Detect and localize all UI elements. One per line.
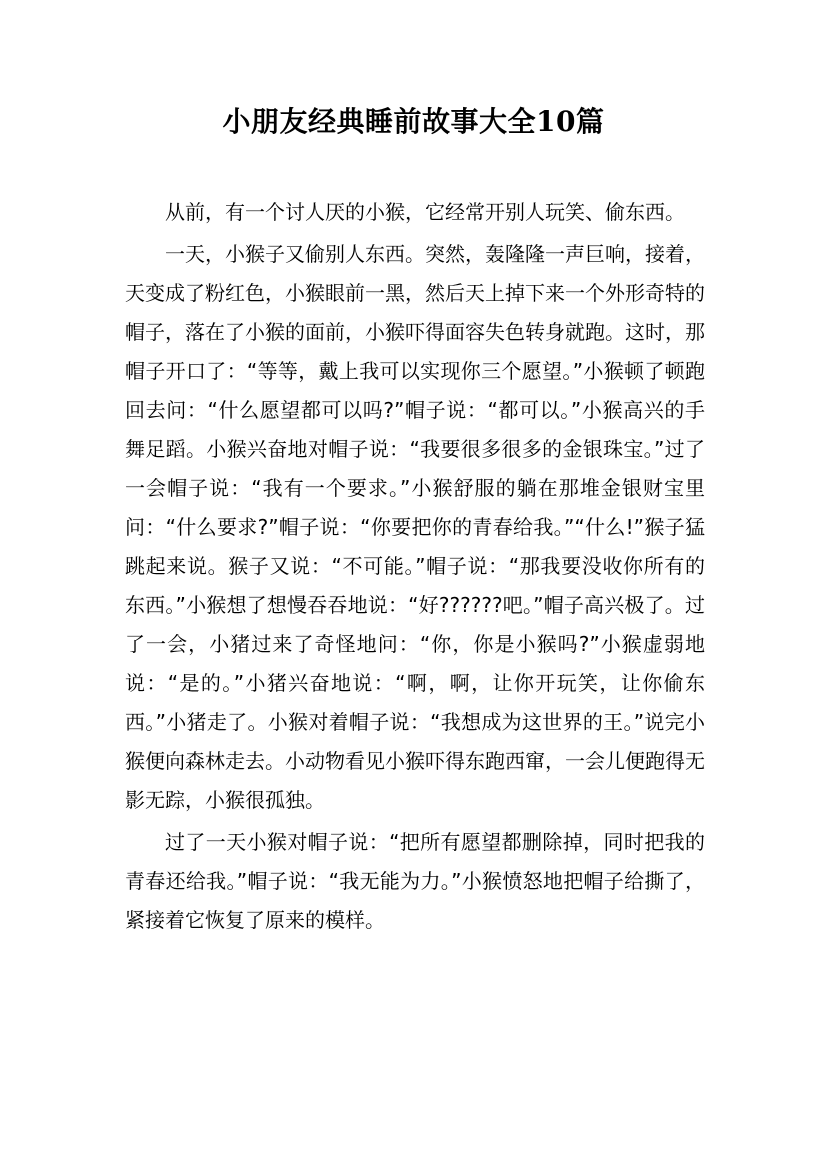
document-body	[125, 193, 705, 943]
paragraph-1: 从前，有一个讨人厌的小猴，它经常开别人玩笑、偷东西。	[165, 200, 685, 224]
document-title: 小朋友经典睡前故事大全10篇	[222, 105, 605, 138]
paragraph-3: 过了一天小猴对帽子说：“把所有愿望都删除掉，同时把我的青春还给我。”帽子说：“我无能为力。”小猴愤怒地把帽子给撕了，紧接着它恢复了原来的模样。	[125, 830, 705, 932]
paragraph-2: 一天，小猴子又偷别人东西。突然，轰隆隆一声巨响，接着，天变成了粉红色，小猴眼前一黑，然后天上掉下来一个外形奇特的帽子，落在了小猴的面前，小猴吓得面容失色转身就跑。这时，那帽子开口了：“等等，戴上我可以实现你三个愿望。”小猴顿了顿跑回去问：“什么愿望都可以吗?”帽子说：“都可以。”小猴高兴的手舞足蹈。小猴兴奋地对帽子说：“我要很多很多的金银珠宝。”过了一会帽子说：“我有一个要求。”小猴舒服的躺在那堆金银财宝里问：“什么要求?”帽子说：“你要把你的青春给我。”“什么!”猴子猛跳起来说。猴子又说：“不可能。”帽子说：“那我要没收你所有的东西。”小猴想了想慢吞吞地说：“好??????吧。”帽子高兴极了。过了一会，小猪过来了奇怪地问：“你，你是小猴吗?”小猴虚弱地说：“是的。”小猪兴奋地说：“啊，啊，让你开玩笑，让你偷东西。”小猪走了。小猴对着帽子说：“我想成为这世界的王。”说完小猴便向森林走去。小动物看见小猴吓得东跑西窜，一会儿便跑得无影无踪，小猴很孤独。	[125, 242, 705, 812]
